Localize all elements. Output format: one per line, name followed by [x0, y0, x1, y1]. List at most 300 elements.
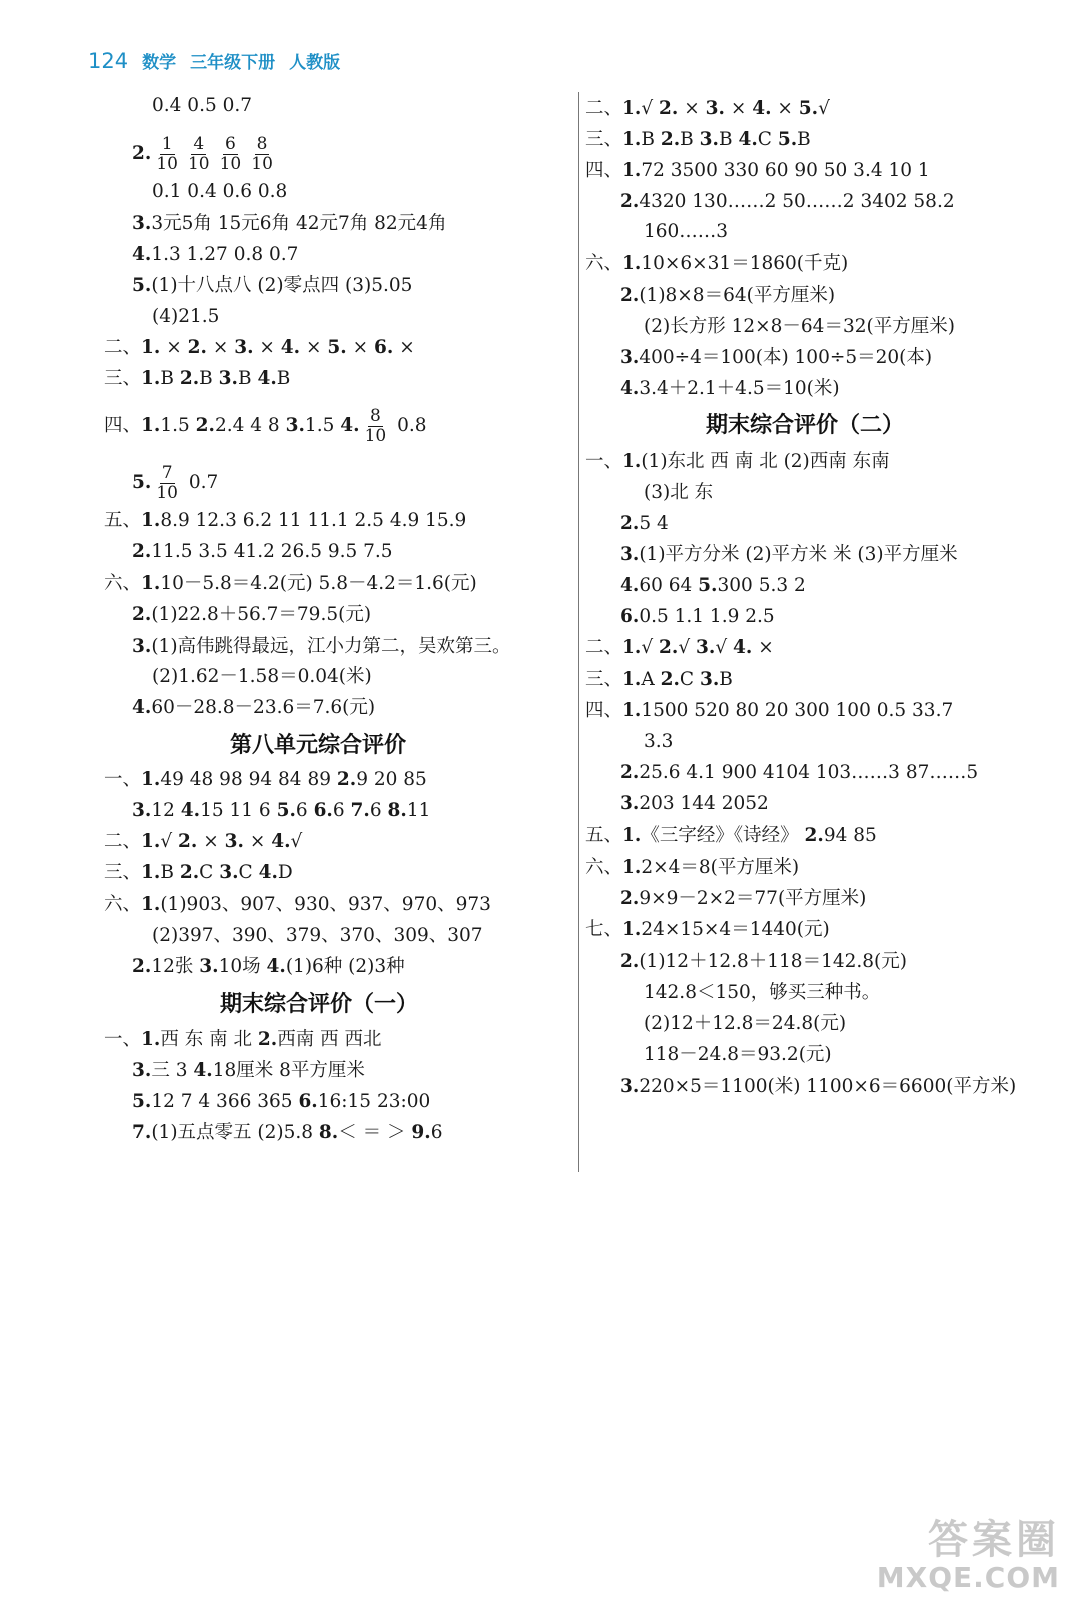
- question-number: 4.: [257, 368, 277, 389]
- subject-label: 数学: [142, 53, 177, 73]
- answer-line: [152, 301, 219, 333]
- answer-text: ×: [678, 98, 706, 119]
- answer-text: B: [718, 129, 739, 150]
- answer-text: ×: [724, 98, 753, 119]
- answer-line: [585, 248, 848, 280]
- answer-line: [152, 661, 372, 693]
- answer-line: [104, 568, 477, 600]
- answer-text: 60－28.8－23.6＝7.6(元): [151, 697, 376, 718]
- answer-line: [585, 446, 890, 478]
- answer-text: 六、: [585, 857, 623, 878]
- question-number: 8.: [318, 1122, 339, 1143]
- answer-text: 六、: [104, 573, 142, 594]
- question-number: 3.: [224, 831, 244, 852]
- answer-text: 三 3: [151, 1060, 194, 1081]
- answer-text: ×: [771, 98, 799, 119]
- question-number: 1.: [141, 894, 161, 915]
- question-number: 3.: [696, 637, 716, 658]
- answer-line: [132, 631, 511, 663]
- fraction-denominator: 10: [156, 153, 178, 174]
- question-number: 2.: [620, 888, 640, 909]
- answer-line: [620, 757, 978, 789]
- question-number: 3.: [620, 1076, 640, 1097]
- answer-text: 1500 520 80 20 300 100 0.5 33.7: [641, 700, 954, 721]
- fraction: [154, 135, 180, 174]
- section-heading: 第八单元综合评价: [230, 733, 407, 758]
- answer-line: [644, 726, 673, 758]
- answer-text: C: [757, 129, 778, 150]
- answer-text: 0.1 0.4 0.6 0.8: [152, 181, 288, 202]
- answer-line: [132, 1086, 430, 1118]
- fraction: [218, 135, 244, 174]
- answer-text: 6: [295, 800, 314, 821]
- question-number: 2.: [620, 191, 640, 212]
- fraction-denominator: 10: [364, 425, 387, 446]
- question-number: 2.: [132, 604, 152, 625]
- fraction-denominator: 10: [219, 153, 242, 174]
- answer-line: [620, 186, 955, 218]
- answer-text: 一、: [104, 1029, 142, 1050]
- answer-line: [585, 155, 930, 187]
- question-number: 2.: [187, 337, 207, 358]
- question-number: 3.: [620, 793, 640, 814]
- answer-text: 9×9－2×2＝77(平方厘米): [639, 888, 867, 909]
- question-number: 4.: [340, 415, 360, 436]
- answer-text: 3.3: [644, 731, 674, 752]
- answer-text: 一、: [585, 451, 623, 472]
- answer-text: 四、: [585, 160, 623, 181]
- answer-line: [132, 536, 393, 568]
- answer-line: [104, 398, 427, 454]
- fraction-numerator: 4: [193, 133, 205, 154]
- answer-text: 三、: [585, 669, 623, 690]
- answer-text: 6: [430, 1122, 443, 1143]
- question-number: 1.: [141, 337, 161, 358]
- question-number: 6.: [373, 337, 394, 358]
- question-number: 7.: [350, 800, 370, 821]
- question-number: 1.: [622, 637, 642, 658]
- question-number: 5.: [132, 275, 152, 296]
- answer-text: 1.5: [160, 415, 196, 436]
- question-number: 1.: [622, 919, 642, 940]
- question-number: 1.: [141, 1029, 161, 1050]
- question-number: 1.: [622, 857, 642, 878]
- answer-line: [620, 601, 775, 633]
- question-number: 4.: [620, 575, 640, 596]
- answer-text: (1)6种 (2)3种: [285, 956, 405, 977]
- question-number: 2.: [132, 541, 152, 562]
- answer-text: 一、: [104, 769, 142, 790]
- fraction-numerator: 8: [256, 133, 268, 154]
- question-number: 3.: [132, 800, 152, 821]
- answer-line: [620, 946, 907, 978]
- answer-text: 300 5.3 2: [717, 575, 806, 596]
- answer-text: ×: [346, 337, 374, 358]
- answer-line: [152, 90, 252, 122]
- answer-text: 72 3500 330 60 90 50 3.4 10 1: [641, 160, 930, 181]
- answer-line: [152, 176, 287, 208]
- fraction-numerator: 8: [369, 405, 381, 426]
- answer-text: 8.9 12.3 6.2 11 11.1 2.5 4.9 15.9: [160, 510, 467, 531]
- question-number: 4.: [258, 862, 278, 883]
- answer-text: ＜ ＝ ＞: [338, 1122, 412, 1143]
- answer-text: 二、: [104, 337, 142, 358]
- edition-label: 人教版: [289, 53, 341, 73]
- question-number: 2.: [179, 862, 200, 883]
- answer-text: 二、: [104, 831, 142, 852]
- answer-line: [132, 795, 430, 827]
- answer-line: [104, 332, 415, 364]
- answer-text: ×: [197, 831, 225, 852]
- answer-text: 10×6×31＝1860(千克): [641, 253, 849, 274]
- answer-text: 203 144 2052: [639, 793, 769, 814]
- answer-text: √: [160, 831, 179, 852]
- answer-line: [644, 1039, 832, 1071]
- question-number: 1.: [622, 669, 642, 690]
- page-number: 124: [88, 49, 129, 73]
- answer-text: B: [680, 129, 700, 150]
- answer-text: 六、: [585, 253, 623, 274]
- answer-line: [104, 1024, 381, 1056]
- question-number: 4.: [132, 697, 152, 718]
- question-number: 6.: [298, 1091, 318, 1112]
- answer-text: 94 85: [823, 825, 877, 846]
- answer-text: 四、: [104, 415, 142, 436]
- page-header: [88, 48, 340, 73]
- fraction-numerator: 1: [161, 133, 173, 154]
- answer-line: [644, 216, 728, 248]
- answer-line: [644, 977, 880, 1009]
- fraction-denominator: 10: [156, 482, 178, 503]
- fraction: [249, 135, 275, 174]
- answer-line: [132, 599, 371, 631]
- question-number: 5.: [798, 98, 819, 119]
- section-heading: 期末综合评价（二）: [706, 413, 905, 438]
- answer-text: 0.4 0.5 0.7: [152, 95, 253, 116]
- question-number: 3.: [699, 669, 720, 690]
- question-number: 4.: [266, 956, 286, 977]
- question-number: 3.: [132, 213, 152, 234]
- answer-text: √: [290, 831, 303, 852]
- answer-line: [132, 126, 278, 182]
- answer-line: [585, 820, 877, 852]
- answer-text: 0.8: [391, 415, 427, 436]
- answer-text: 16:15 23:00: [317, 1091, 431, 1112]
- answer-text: 6: [369, 800, 388, 821]
- answer-line: [104, 764, 427, 796]
- fraction-denominator: 10: [251, 153, 273, 174]
- question-number: 1.: [622, 129, 642, 150]
- answer-line: [644, 477, 713, 509]
- answer-text: 10－5.8＝4.2(元) 5.8－4.2＝1.6(元): [160, 573, 477, 594]
- answer-line: [132, 455, 218, 511]
- answer-text: C: [679, 669, 700, 690]
- answer-text: D: [277, 862, 293, 883]
- question-number: 3.: [705, 98, 725, 119]
- answer-text: 12: [151, 800, 181, 821]
- answer-text: ×: [393, 337, 415, 358]
- answer-text: (3)北 东: [644, 482, 714, 503]
- answer-text: 1.3 1.27 0.8 0.7: [151, 244, 299, 265]
- answer-text: 118－24.8＝93.2(元): [644, 1044, 832, 1065]
- watermark-cn: 答案圈: [928, 1517, 1060, 1563]
- answer-line: [132, 1117, 443, 1149]
- answer-text: B: [160, 862, 180, 883]
- answer-line: [620, 570, 806, 602]
- question-number: 4.: [280, 337, 301, 358]
- question-number: 1.: [622, 825, 642, 846]
- answer-text: 49 48 98 94 84 89: [160, 769, 337, 790]
- question-number: 1.: [622, 160, 642, 181]
- answer-text: (2)长方形 12×8－64＝32(平方厘米): [644, 316, 955, 337]
- question-number: 2.: [336, 769, 357, 790]
- answer-text: 三、: [585, 129, 623, 150]
- site-watermark: [876, 1517, 1060, 1594]
- question-number: 5.: [132, 1091, 152, 1112]
- answer-line: [585, 664, 733, 696]
- question-number: 1.: [622, 451, 642, 472]
- answer-text: 二、: [585, 98, 623, 119]
- question-number: 2.: [659, 98, 679, 119]
- section-heading: 期末综合评价（一）: [220, 992, 419, 1017]
- answer-line: [620, 883, 866, 915]
- answer-text: (1)高伟跳得最远，江小力第二，吴欢第三。: [151, 636, 511, 657]
- question-number: 6.: [313, 800, 333, 821]
- answer-text: 0.5 1.1 1.9 2.5: [639, 606, 775, 627]
- answer-text: 4320 130……2 50……2 3402 58.2: [639, 191, 955, 212]
- answer-line: [132, 208, 446, 240]
- answer-text: 12张: [151, 956, 200, 977]
- fraction-numerator: 6: [225, 133, 236, 154]
- question-number: 2.: [660, 129, 681, 150]
- question-number: 9.: [411, 1122, 431, 1143]
- answer-text: √: [641, 98, 660, 119]
- question-number: 4.: [193, 1060, 213, 1081]
- question-number: 2.: [178, 831, 198, 852]
- answer-text: (1)东北 西 南 北 (2)西南 东南: [641, 451, 890, 472]
- answer-text: B: [641, 129, 661, 150]
- grade-label: 三年级下册: [190, 53, 276, 73]
- answer-text: 11.5 3.5 41.2 26.5 9.5 7.5: [151, 541, 393, 562]
- answer-text: (1)平方分米 (2)平方米 米 (3)平方厘米: [639, 544, 958, 565]
- answer-text: 七、: [585, 919, 623, 940]
- answer-line: [104, 857, 293, 889]
- question-number: 8.: [387, 800, 407, 821]
- answer-line: [644, 1008, 846, 1040]
- answer-text: (1)22.8＋56.7＝79.5(元): [151, 604, 372, 625]
- question-number: 4.: [738, 129, 758, 150]
- question-number: 2.: [620, 513, 640, 534]
- answer-text: 12 7 4 366 365: [151, 1091, 299, 1112]
- fraction-numerator: 7: [161, 462, 173, 483]
- answer-line: [132, 692, 375, 724]
- answer-text: ×: [243, 831, 272, 852]
- answer-line: [585, 695, 953, 727]
- question-number: 2.: [620, 951, 640, 972]
- answer-text: (2)12＋12.8＝24.8(元): [644, 1013, 847, 1034]
- answer-line: [132, 951, 405, 983]
- answer-text: 3元5角 15元6角 42元7角 82元4角: [151, 213, 447, 234]
- question-number: 1.: [141, 862, 161, 883]
- answer-text: 400÷4＝100(本) 100÷5＝20(本): [639, 347, 933, 368]
- answer-text: 二、: [585, 637, 623, 658]
- answer-text: (2)397、390、379、370、309、307: [152, 925, 483, 946]
- question-number: 2.: [179, 368, 200, 389]
- answer-text: 11: [406, 800, 431, 821]
- question-number: 2.: [620, 762, 640, 783]
- question-number: 4.: [180, 800, 201, 821]
- answer-text: (1)903、907、930、937、970、973: [160, 894, 491, 915]
- fraction: [186, 135, 212, 174]
- answer-text: C: [199, 862, 220, 883]
- question-number: 5.: [777, 129, 798, 150]
- answer-text: 160……3: [644, 221, 729, 242]
- answer-line: [585, 914, 830, 946]
- question-number: 2.: [620, 285, 640, 306]
- question-number: 7.: [132, 1122, 152, 1143]
- answer-text: 5 4: [639, 513, 669, 534]
- answer-text: B: [797, 129, 811, 150]
- question-number: 4.: [132, 244, 152, 265]
- question-number: 1.: [622, 253, 642, 274]
- answer-text: 18厘米 8平方厘米: [212, 1060, 365, 1081]
- answer-line: [132, 1055, 365, 1087]
- answer-text: 1.5: [304, 415, 341, 436]
- answer-text: (1)8×8＝64(平方厘米): [639, 285, 836, 306]
- answer-text: ×: [206, 337, 235, 358]
- answer-line: [644, 311, 955, 343]
- answer-line: [585, 852, 799, 884]
- question-number: 1.: [141, 769, 161, 790]
- question-number: 3.: [285, 415, 305, 436]
- answer-text: 五、: [104, 510, 142, 531]
- question-number: 3.: [132, 1060, 152, 1081]
- answer-text: 六、: [104, 894, 142, 915]
- question-number: 3.: [620, 544, 640, 565]
- watermark-en: MXQE.COM: [876, 1561, 1060, 1594]
- fraction: [363, 407, 389, 446]
- answer-text: 15 11 6: [200, 800, 277, 821]
- question-number: 6.: [620, 606, 640, 627]
- question-number: 1.: [141, 573, 161, 594]
- question-number: 3.: [199, 956, 219, 977]
- question-number: 3.: [218, 368, 238, 389]
- question-number: 2.: [660, 669, 680, 690]
- question-number: 3.: [132, 636, 152, 657]
- answer-line: [132, 239, 298, 271]
- question-number: 4.: [733, 637, 753, 658]
- question-number: 4.: [620, 378, 640, 399]
- answer-text: B: [160, 368, 180, 389]
- answer-text: (1)12＋12.8＋118＝142.8(元): [639, 951, 907, 972]
- answer-text: 3.4＋2.1＋4.5＝10(米): [639, 378, 840, 399]
- answer-text: ×: [253, 337, 281, 358]
- answer-line: [585, 632, 774, 664]
- answer-line: [152, 920, 483, 952]
- answer-line: [620, 342, 932, 374]
- answer-text: ×: [300, 337, 328, 358]
- answer-text: 四、: [585, 700, 623, 721]
- answer-line: [132, 270, 412, 302]
- answer-line: [620, 1071, 1016, 1103]
- answer-text: B: [719, 669, 733, 690]
- answer-text: 60 64: [639, 575, 699, 596]
- answer-text: A: [641, 669, 661, 690]
- answer-line: [104, 505, 466, 537]
- answer-text: 西 东 南 北: [160, 1029, 258, 1050]
- answer-text: √: [678, 637, 697, 658]
- answer-text: (2)1.62－1.58＝0.04(米): [152, 666, 372, 687]
- answer-line: [620, 508, 669, 540]
- question-number: 3.: [234, 337, 254, 358]
- answer-text: 220×5＝1100(米) 1100×6＝6600(平方米): [639, 1076, 1017, 1097]
- question-number: 5.: [276, 800, 296, 821]
- question-number: 2.: [804, 825, 824, 846]
- answer-line: [620, 539, 958, 571]
- question-number: 2.: [195, 415, 215, 436]
- column-divider: [578, 92, 579, 1172]
- fraction-denominator: 10: [187, 153, 210, 174]
- question-number: 5.: [132, 472, 152, 493]
- answer-text: 142.8＜150，够买三种书。: [644, 982, 881, 1003]
- question-number: 3.: [219, 862, 239, 883]
- question-number: 1.: [622, 98, 642, 119]
- answer-text: B: [237, 368, 258, 389]
- question-number: 1.: [141, 368, 161, 389]
- answer-line: [620, 788, 769, 820]
- question-number: 2.: [659, 637, 679, 658]
- question-number: 1.: [141, 831, 161, 852]
- question-number: 5.: [698, 575, 718, 596]
- answer-text: 2.4 4 8: [214, 415, 286, 436]
- fraction: [154, 464, 180, 503]
- answer-line: [620, 373, 840, 405]
- answer-text: 25.6 4.1 900 4104 103……3 87……5: [639, 762, 979, 783]
- answer-line: [104, 363, 290, 395]
- question-number: 2.: [132, 956, 152, 977]
- question-number: 1.: [141, 510, 161, 531]
- answer-text: 《三字经》《诗经》: [641, 825, 805, 846]
- answer-text: 6: [332, 800, 351, 821]
- answer-text: B: [276, 368, 291, 389]
- answer-line: [585, 93, 830, 125]
- answer-text: √: [641, 637, 660, 658]
- answer-line: [104, 826, 302, 858]
- answer-text: 0.7: [182, 472, 219, 493]
- answer-text: 三、: [104, 862, 142, 883]
- question-number: 3.: [699, 129, 719, 150]
- answer-text: 24×15×4＝1440(元): [641, 919, 830, 940]
- question-number: 3.: [620, 347, 640, 368]
- answer-text: 10场: [218, 956, 267, 977]
- question-number: 5.: [327, 337, 347, 358]
- answer-text: 五、: [585, 825, 623, 846]
- answer-line: [620, 280, 835, 312]
- answer-line: [585, 124, 811, 156]
- answer-text: √: [818, 98, 830, 119]
- answer-text: (1)十八点八 (2)零点四 (3)5.05: [151, 275, 413, 296]
- answer-text: (1)五点零五 (2)5.8: [151, 1122, 319, 1143]
- answer-text: 三、: [104, 368, 142, 389]
- answer-text: 西南 西 西北: [277, 1029, 382, 1050]
- question-number: 4.: [752, 98, 772, 119]
- question-number: 2.: [132, 143, 152, 164]
- answer-text: √: [715, 637, 734, 658]
- answer-text: ×: [752, 637, 774, 658]
- answer-text: C: [238, 862, 259, 883]
- answer-text: 2×4＝8(平方厘米): [641, 857, 800, 878]
- question-number: 1.: [141, 415, 161, 436]
